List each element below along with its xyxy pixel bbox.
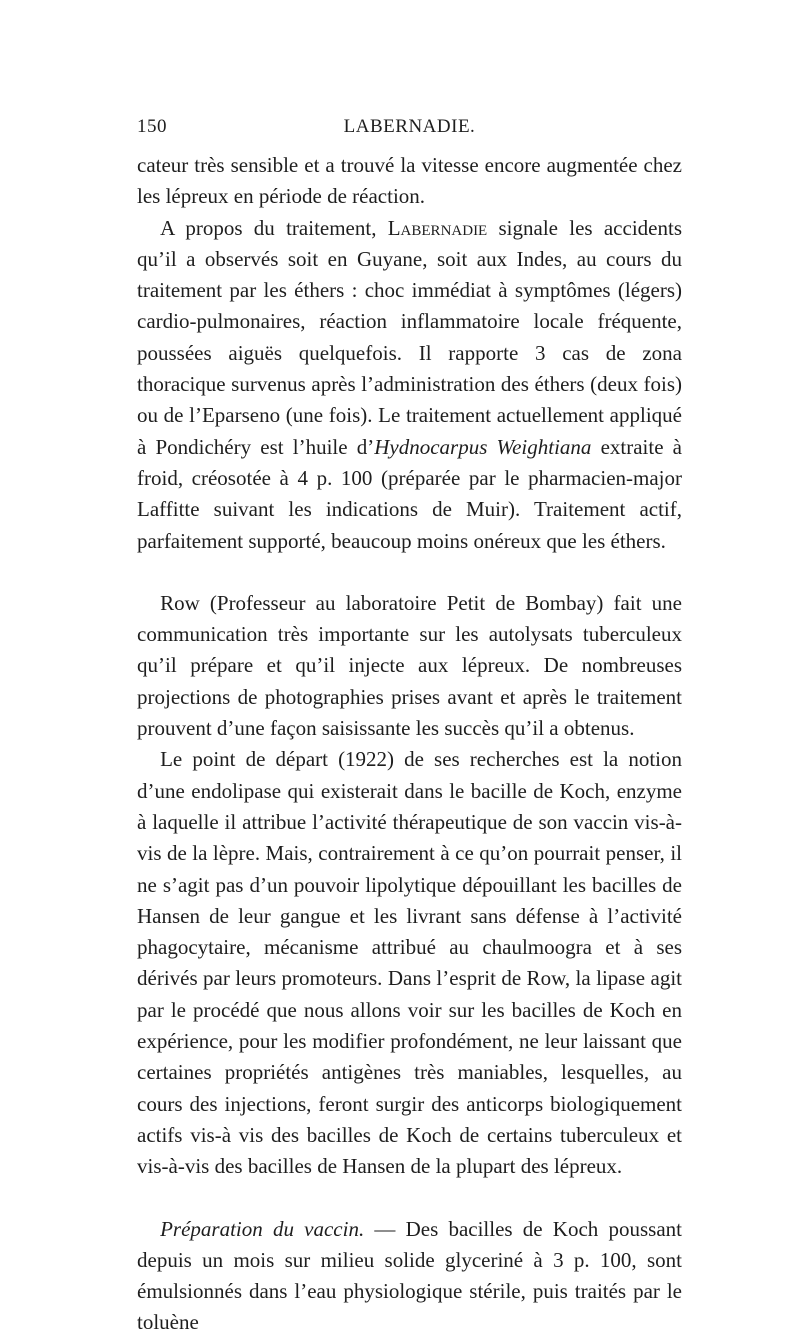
author-name: Labernadie bbox=[387, 215, 488, 240]
paragraph-vaccine-preparation bbox=[137, 1214, 682, 1339]
section-heading: Préparation du vaccin. bbox=[160, 1216, 365, 1241]
page-number: 150 bbox=[137, 116, 167, 137]
running-head bbox=[137, 116, 682, 144]
paragraph-row-communication: Row (Professeur au laboratoire Petit de Bombay) fait une communication très importante sur les autolysats tuberculeux qu’il prépare et qu’il injecte aux lépreux. De nombreuses projections de photographies prises avant et après le traitement prouvent d’une façon saisissante les succès qu’il a obtenus. bbox=[137, 590, 682, 741]
paragraph-endolipase: Le point de départ (1922) de ses recherches est la notion d’une endolipase qui existerait dans le bacille de Koch, enzyme à laquelle il attribue l’activité thérapeutique de son vaccin vis-à-vis de la lèpre. Mais, contrairement à ce qu’on pourrait penser, il ne s’agit pas d’un pouvoir lipolytique dépouillant les bacilles de Hansen de leur gangue et les livrant sans défense à l’activité phagocytaire, mécanisme attribué au chaulmoogra et à ses dérivés par leurs promoteurs. Dans l’esprit de Row, la lipase agit par le procédé que nous allons voir sur les bacilles de Koch en expérience, pour les modifier profondément, ne leur laissant que certaines propriétés antigènes très maniables, lesquelles, au cours des injections, feront surgir des anticorps biologiquement actifs vis-à vis des bacilles de Koch de certains tuberculeux et vis-à-vis des bacilles de Hansen de la plupart des lépreux. bbox=[137, 747, 682, 1179]
paragraph-text: — Des bacilles de Koch poussant depuis un mois sur milieu solide glyceriné à 3 p. 100, sont émulsionnés dans l’eau physiologique stérile, puis traités par le toluène bbox=[137, 1216, 682, 1335]
running-title: LABERNADIE. bbox=[343, 116, 476, 137]
paragraph-treatment bbox=[137, 213, 682, 557]
text-body bbox=[137, 150, 682, 1339]
paragraph-continuation: cateur très sensible et a trouvé la vitesse encore augmentée chez les lépreux en période de réaction. bbox=[137, 153, 682, 209]
paragraph-text: signale les accidents qu’il a observés soit en Guyane, soit aux Indes, au cours du traitement par les éthers : choc immédiat à symptômes (légers) cardio-pulmonaires, réaction inflammatoire locale fréquente, poussées aiguës quelquefois. Il rapporte 3 cas de zona thoracique survenus après l’administration des éthers (deux fois) ou de l’Eparseno (une fois). Le traitement actuellement appliqué à Pondichéry est l’huile d’ bbox=[137, 215, 682, 459]
species-name: Hydnocarpus Weightiana bbox=[374, 434, 592, 459]
paragraph-text: extraite à froid, créosotée à 4 p. 100 (préparée par le pharmacien-major Laffitte suivant les indications de Muir). Traitement actif, parfaitement supporté, beaucoup moins onéreux que les éthers. bbox=[137, 434, 683, 553]
paragraph-text: A propos du traitement, bbox=[160, 215, 388, 240]
